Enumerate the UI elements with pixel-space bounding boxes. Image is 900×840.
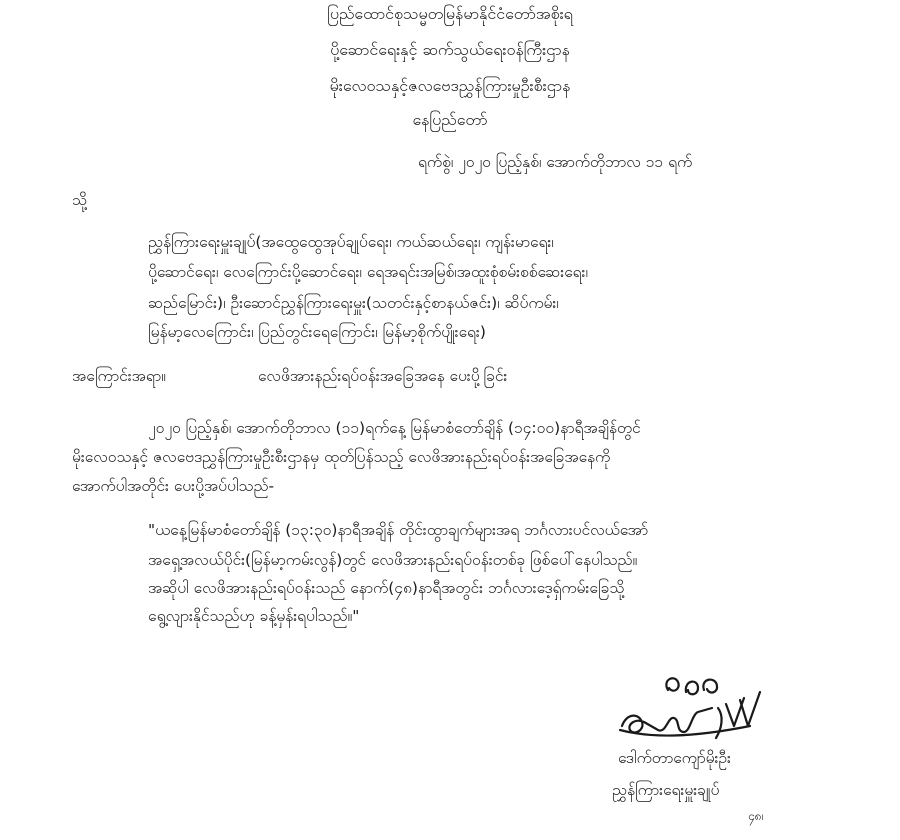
body-line: အောက်ပါအတိုင်း ပေးပို့အပ်ပါသည်- bbox=[72, 477, 275, 495]
handwritten-note: ၄၈၊ bbox=[748, 809, 764, 823]
header-ministry: ပို့ဆောင်ရေးနှင့် ဆက်သွယ်ရေးဝန်ကြီးဌာန bbox=[330, 40, 570, 59]
subject-label: အကြောင်းအရာ။ bbox=[72, 367, 166, 385]
quote-line: ရွေ့လျားနိုင်သည်ဟု ခန့်မှန်းရပါသည်။" bbox=[148, 607, 360, 625]
recipient-line: ညွှန်ကြားရေးမှူးချုပ်(အထွေထွေအုပ်ချုပ်ရေး၊ ကယ်ဆယ်ရေး၊ ကျန်းမာရေး၊ bbox=[148, 233, 554, 251]
body-line: ၂၀၂၀ ပြည့်နှစ်၊ အောက်တိုဘာလ (၁၁)ရက်နေ့ မြန်မာစံတော်ချိန် (၁၄:၀၀)နာရီအချိန်တွင် bbox=[148, 419, 641, 437]
header-city: နေပြည်တော် bbox=[412, 110, 488, 129]
signatory-title: ညွှန်ကြားရေးမှူးချုပ် bbox=[612, 781, 720, 799]
header-department: မိုးလေဝသနှင့်ဇလဗေဒညွှန်ကြားမှုဦးစီးဌာန bbox=[329, 76, 571, 95]
subject-text: လေဖိအားနည်းရပ်ဝန်းအခြေအနေ ပေးပို့ခြင်း bbox=[258, 367, 508, 385]
header-government: ပြည်ထောင်စုသမ္မတမြန်မာနိုင်ငံတော်အစိုးရ bbox=[327, 4, 573, 23]
recipient-line: ပို့ဆောင်ရေး၊ လေကြောင်းပို့ဆောင်ရေး၊ ရေအရင်းအမြစ်၊အထူးစုံစမ်းစစ်ဆေးရေး၊ bbox=[148, 263, 588, 281]
recipient-line: မြန်မာ့လေကြောင်း၊ ပြည်တွင်းရေကြောင်း၊ မြန်မာ့စိုက်ပျိုးရေး) bbox=[148, 323, 486, 341]
quote-line: "ယနေ့မြန်မာစံတော်ချိန် (၁၃:၃၀)နာရီအချိန် တိုင်းထွာချက်များအရ ဘင်္ဂလားပင်လယ်အော် bbox=[148, 521, 649, 539]
recipient-line: ဆည်မြောင်း)၊ ဦးဆောင်ညွှန်ကြားရေးမှူး(သတင်းနှင့်စာနယ်ဇင်း)၊ ဆိပ်ကမ်း၊ bbox=[148, 294, 559, 312]
handwritten-signature bbox=[600, 668, 780, 748]
letter-date: ရက်စွဲ၊ ၂၀၂၀ ပြည့်နှစ်၊ အောက်တိုဘာလ ၁၁ ရက် bbox=[418, 153, 693, 171]
body-line: မိုးလေဝသနှင့် ဇလဗေဒညွှန်ကြားမှုဦးစီးဌာနမှ ထုတ်ပြန်သည့် လေဖိအားနည်းရပ်ဝန်းအခြေအနေကို bbox=[72, 448, 611, 466]
signatory-name: ဒေါက်တာကျော်မိုးဦး bbox=[618, 749, 731, 767]
quote-line: အဆိုပါ လေဖိအားနည်းရပ်ဝန်းသည် နောက်(၄၈)နာရီအတွင်း ဘင်္ဂလားဒေ့ရှ်ကမ်းခြေသို့ bbox=[148, 579, 625, 597]
quote-line: အရှေ့အလယ်ပိုင်း(မြန်မာ့ကမ်းလွန်)တွင် လေဖိအားနည်းရပ်ဝန်းတစ်ခု ဖြစ်ပေါ်နေပါသည်။ bbox=[148, 551, 638, 569]
to-label: သို့ bbox=[72, 191, 87, 209]
